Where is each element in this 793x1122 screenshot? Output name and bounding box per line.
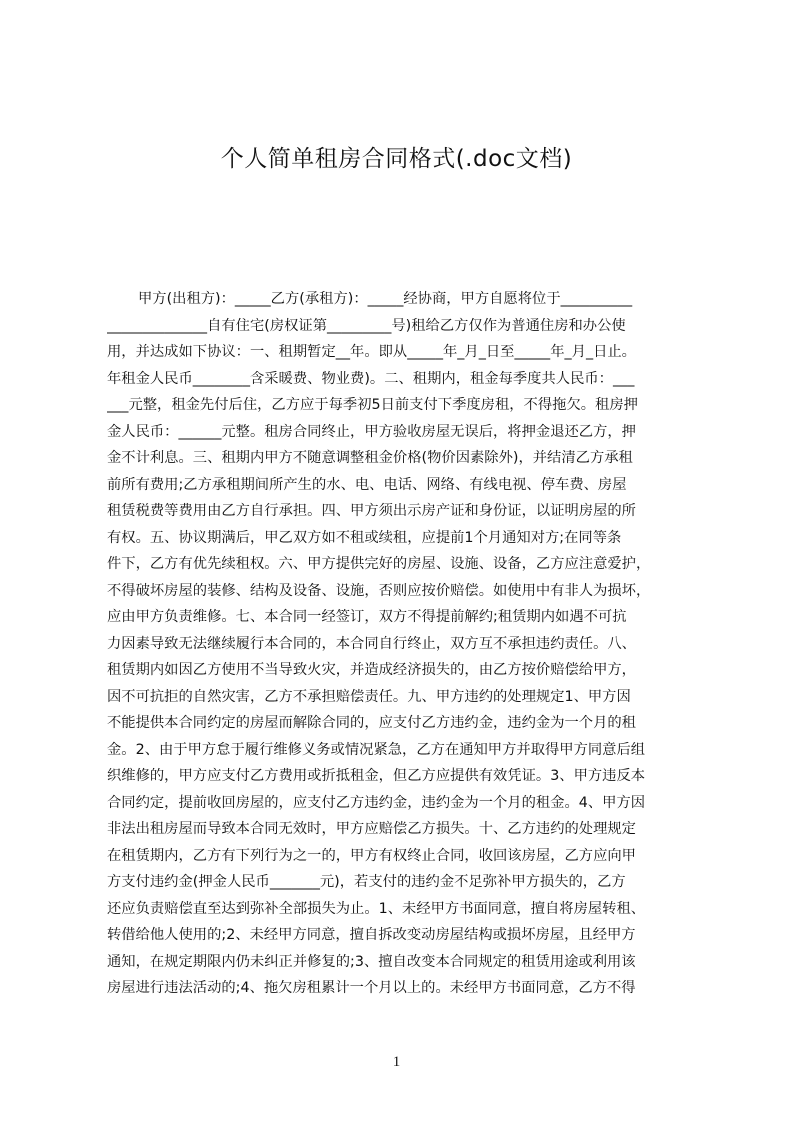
body-line: 因不可抗拒的自然灾害，乙方不承担赔偿责任。九、甲方违约的处理规定1、甲方因	[107, 688, 631, 705]
body-line: 件下，乙方有优先续租权。六、甲方提供完好的房屋、设施、设备，乙方应注意爱护，	[107, 556, 651, 572]
body-line: ___元整，租金先付后住，乙方应于每季初5日前支付下季度房租，不得拖欠。租房押	[107, 397, 638, 413]
body-line: 不得破坏房屋的装修、结构及设备、设施，否则应按价赔偿。如使用中有非人为损坏，	[107, 582, 651, 599]
body-line: 非法出租房屋而导致本合同无效时，甲方应赔偿乙方损失。十、乙方违约的处理规定	[107, 821, 636, 837]
body-line: 金人民币：______元整。租房合同终止，甲方验收房屋无误后，将押金退还乙方，押	[107, 423, 636, 440]
body-line: 用，并达成如下协议：一、租期暂定__年。即从_____年_月_日至_____年_月_日止。	[107, 344, 636, 360]
body-line: 金。2、由于甲方怠于履行维修义务或情况紧急，乙方在通知甲方并取得甲方同意后组	[107, 741, 646, 758]
document-title: 个人简单租房合同格式(.doc文档)	[220, 146, 573, 172]
body-line: 年租金人民币________含采暖费、物业费)。二、租期内，租金每季度共人民币：___	[107, 370, 635, 387]
page-number: 1	[392, 1054, 401, 1070]
body-line: 不能提供本合同约定的房屋而解除合同的，应支付乙方违约金，违约金为一个月的租	[107, 715, 636, 731]
body-line: 房屋进行违法活动的;4、拖欠房租累计一个月以上的。未经甲方书面同意，乙方不得	[107, 980, 636, 996]
body-line: ______________自有住宅(房权证第_________号)租给乙方仅作为普通住房和办公使	[107, 317, 626, 334]
body-line: 力因素导致无法继续履行本合同的，本合同自行终止，双方互不承担违约责任。八、	[107, 635, 636, 652]
body-line: 合同约定，提前收回房屋的，应支付乙方违约金，违约金为一个月的租金。4、甲方因	[107, 794, 646, 811]
body-line: 还应负责赔偿直至达到弥补全部损失为止。1、未经甲方书面同意，擅自将房屋转租、	[107, 900, 646, 917]
body-line: 方支付违约金(押金人民币_______元)，若支付的违约金不足弥补甲方损失的，乙方	[107, 874, 626, 890]
body-line: 租赁期内如因乙方使用不当导致火灾，并造成经济损失的，由乙方按价赔偿给甲方，	[107, 662, 636, 678]
body-line: 转借给他人使用的;2、未经甲方同意，擅自拆改变动房屋结构或损坏房屋，且经甲方	[107, 927, 636, 943]
body-line: 前所有费用;乙方承租期间所产生的水、电、电话、网络、有线电视、停车费、房屋	[107, 476, 627, 493]
body-line: 通知，在规定期限内仍未纠正并修复的;3、擅自改变本合同规定的租赁用途或利用该	[107, 953, 636, 970]
body-line: 甲方(出租方)：_____乙方(承租方)：_____经协商，甲方自愿将位于__________	[138, 291, 633, 307]
body-line: 在租赁期内，乙方有下列行为之一的，甲方有权终止合同，收回该房屋，乙方应向甲	[107, 847, 636, 864]
contract-body	[107, 286, 698, 1034]
body-line: 织维修的，甲方应支付乙方费用或折抵租金，但乙方应提供有效凭证。3、甲方违反本	[107, 768, 646, 784]
body-line: 金不计利息。三、租期内甲方不随意调整租金价格(物价因素除外)，并结清乙方承租	[107, 450, 633, 466]
body-line: 应由甲方负责维修。七、本合同一经签订，双方不得提前解约;租赁期内如遇不可抗	[107, 609, 627, 625]
body-line: 有权。五、协议期满后，甲乙双方如不租或续租，应提前1个月通知对方;在同等条	[107, 529, 622, 546]
body-line: 租赁税费等费用由乙方自行承担。四、甲方须出示房产证和身份证，以证明房屋的所	[107, 503, 636, 519]
